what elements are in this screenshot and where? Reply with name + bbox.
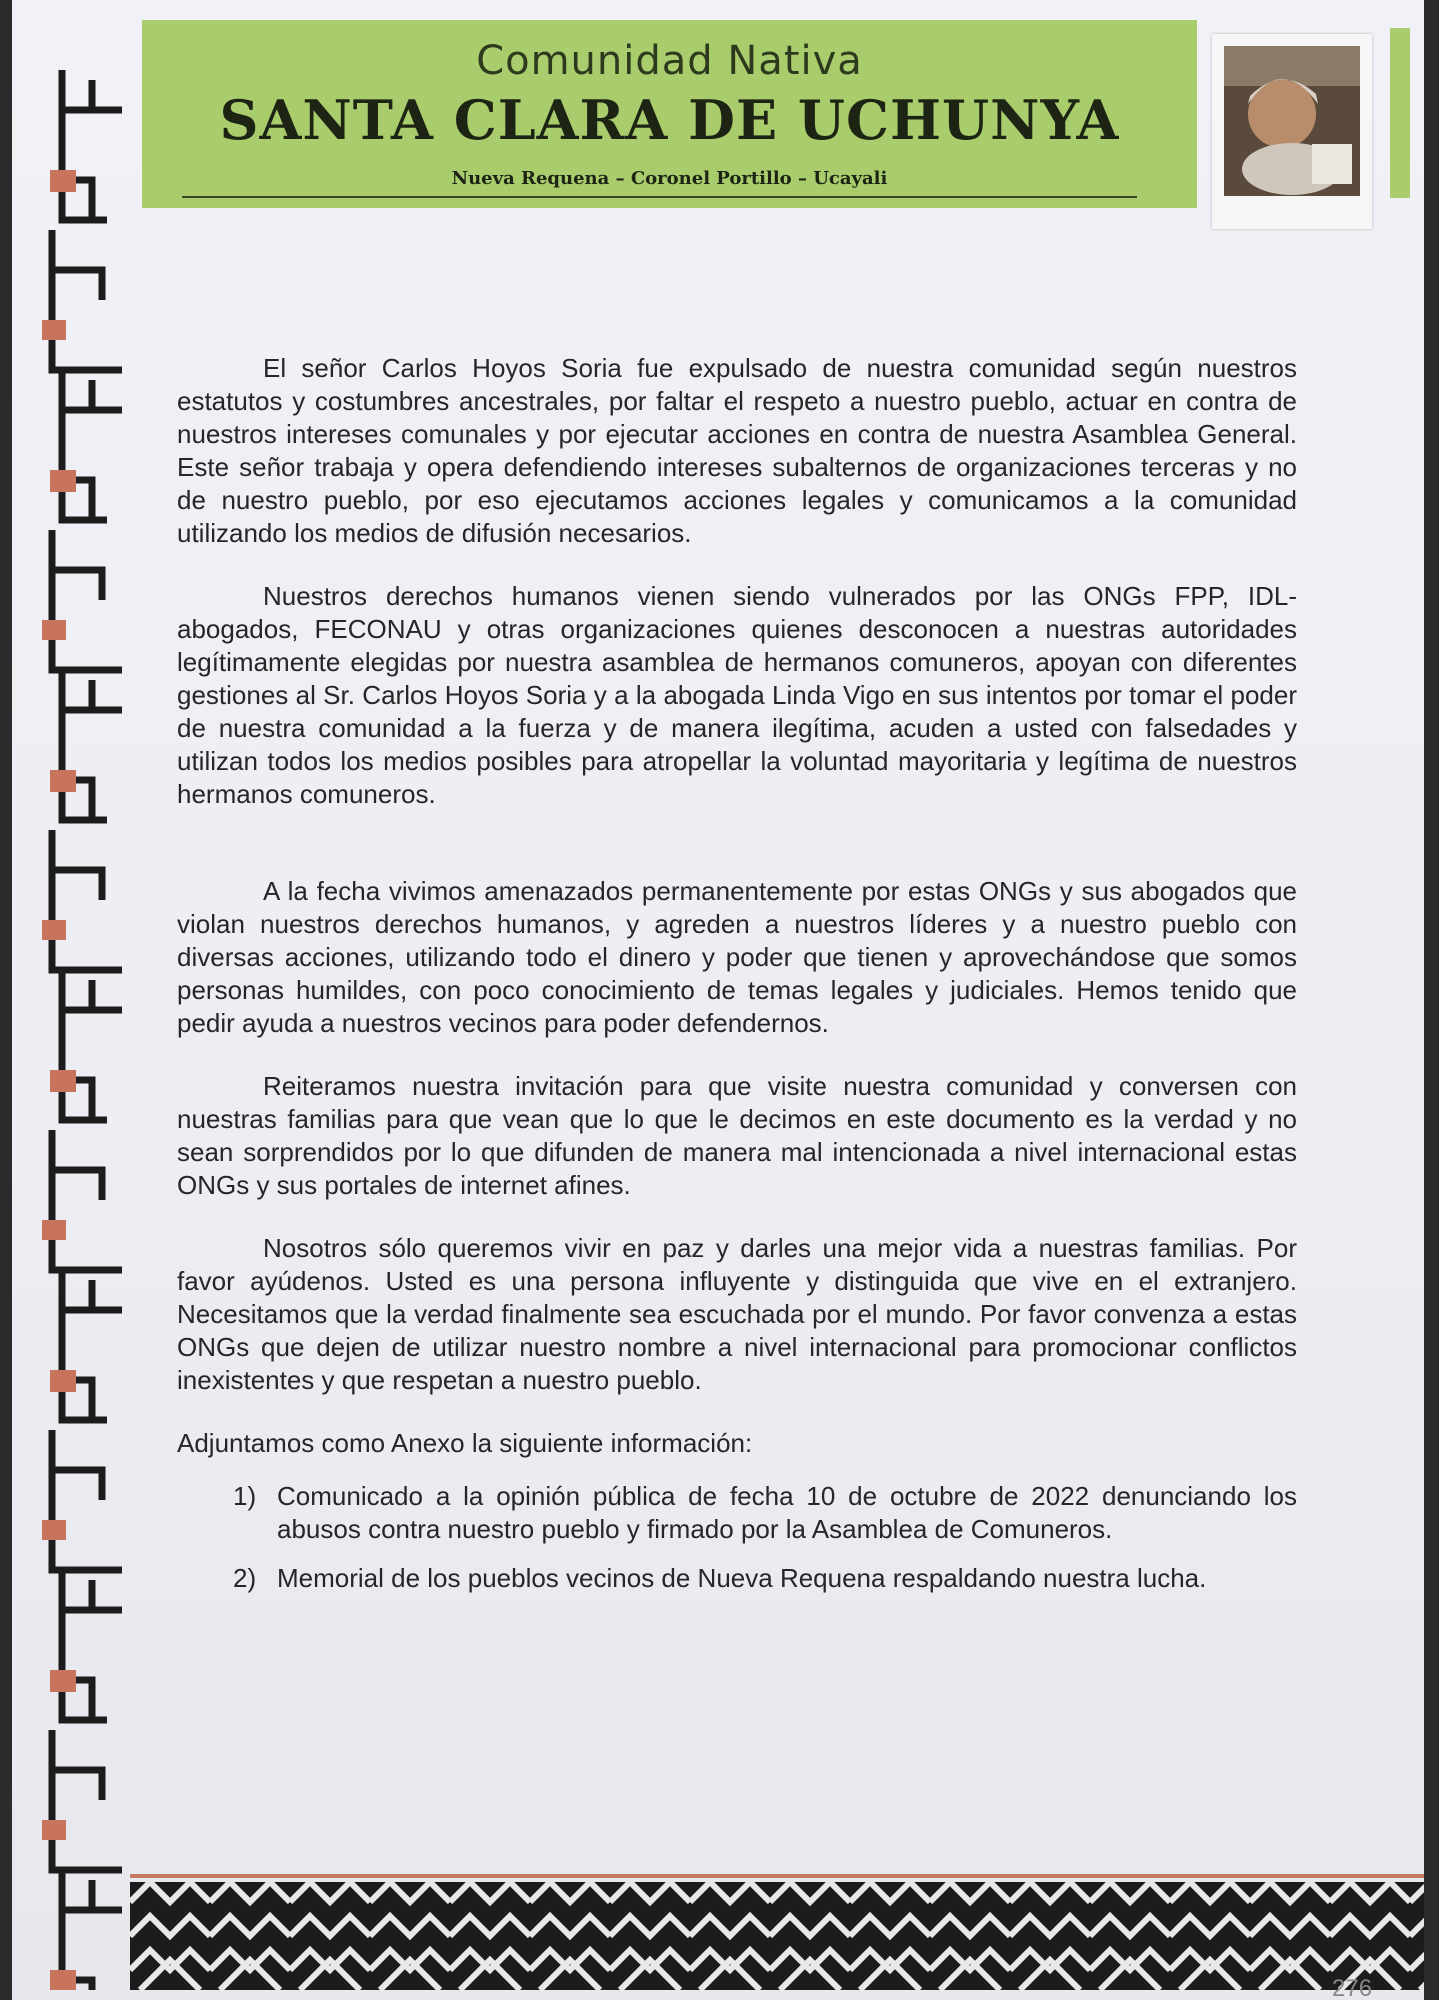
community-label: Comunidad Nativa	[476, 38, 863, 84]
footer-rule	[130, 1874, 1424, 1878]
annex-list	[177, 1480, 1297, 1595]
list-item-number: 1)	[233, 1481, 257, 1511]
list-item	[177, 1480, 1297, 1546]
annex-intro: Adjuntamos como Anexo la siguiente información:	[177, 1428, 753, 1458]
community-name: SANTA CLARA DE UCHUNYA	[219, 88, 1120, 152]
paragraph-5: Nosotros sólo queremos vivir en paz y darles una mejor vida a nuestras familias. Por favor ayúdenos. Usted es una persona influyente y distinguida que vive en el extranjero. Necesitamos que la verdad finalmente sea escuchada por el mundo. Por favor convenza a estas ONGs que dejen de utilizar nuestro nombre a nivel internacional para promocionar conflictos inexistentes y que respetan a nuestro pueblo.	[177, 1233, 1297, 1395]
page-number: 276	[1332, 1975, 1373, 2000]
header-band	[142, 20, 1197, 208]
paragraph-4: Reiteramos nuestra invitación para que visite nuestra comunidad y conversen con nuestras familias para que vean que lo que le decimos en este documento es la verdad y no sean sorprendidos por lo que difunden de manera mal intencionada a nivel internacional estas ONGs y sus portales de internet afines.	[177, 1071, 1297, 1200]
paragraph-1: El señor Carlos Hoyos Soria fue expulsado de nuestra comunidad según nuestros estatutos y costumbres ancestrales, por faltar el respeto a nuestro pueblo, actuar en contra de nuestros intereses comunales y por ejecutar acciones en contra de nuestra Asamblea General. Este señor trabaja y opera defendiendo intereses subalternos de organizaciones terceras y no de nuestro pueblo, por eso ejecutamos acciones legales y comunicamos a la comunidad utilizando los medios de difusión necesarios.	[177, 353, 1297, 548]
letter-body	[177, 352, 1297, 1611]
header-accent-strip	[1390, 28, 1410, 198]
document-page	[12, 0, 1424, 2000]
list-item	[177, 1562, 1297, 1595]
footer-decorative-pattern	[130, 1882, 1424, 1990]
header-rule	[182, 196, 1137, 198]
list-item-text: Comunicado a la opinión pública de fecha 10 de octubre de 2022 denunciando los abusos contra nuestro pueblo y firmado por la Asamblea de Comuneros.	[277, 1481, 1297, 1544]
list-item-number: 2)	[233, 1563, 257, 1593]
left-decorative-border	[32, 70, 142, 1990]
list-item-text: Memorial de los pueblos vecinos de Nueva Requena respaldando nuestra lucha.	[277, 1563, 1207, 1593]
paragraph-2: Nuestros derechos humanos vienen siendo vulnerados por las ONGs FPP, IDL-abogados, FECONAU y otras organizaciones quienes desconocen a nuestras autoridades legítimamente elegidas por nuestra asamblea de hermanos comuneros, apoyan con diferentes gestiones al Sr. Carlos Hoyos Soria y a la abogada Linda Vigo en sus intentos por tomar el poder de nuestra comunidad a la fuerza y de manera ilegítima, acuden a usted con falsedades y utilizan todos los medios posibles para atropellar la voluntad mayoritaria y legítima de nuestros hermanos comuneros.	[177, 581, 1297, 809]
elder-portrait-image	[1212, 34, 1372, 229]
paragraph-3: A la fecha vivimos amenazados permanentemente por estas ONGs y sus abogados que violan nuestros derechos humanos, y agreden a nuestros líderes y a nuestro pueblo con diversas acciones, utilizando todo el dinero y poder que tienen y aprovechándose que somos personas humildes, con poco conocimiento de temas legales y judiciales. Hemos tenido que pedir ayuda a nuestros vecinos para poder defendernos.	[177, 876, 1297, 1038]
community-location: Nueva Requena – Coronel Portillo – Ucayali	[451, 168, 888, 189]
elder-photo	[1212, 34, 1372, 229]
